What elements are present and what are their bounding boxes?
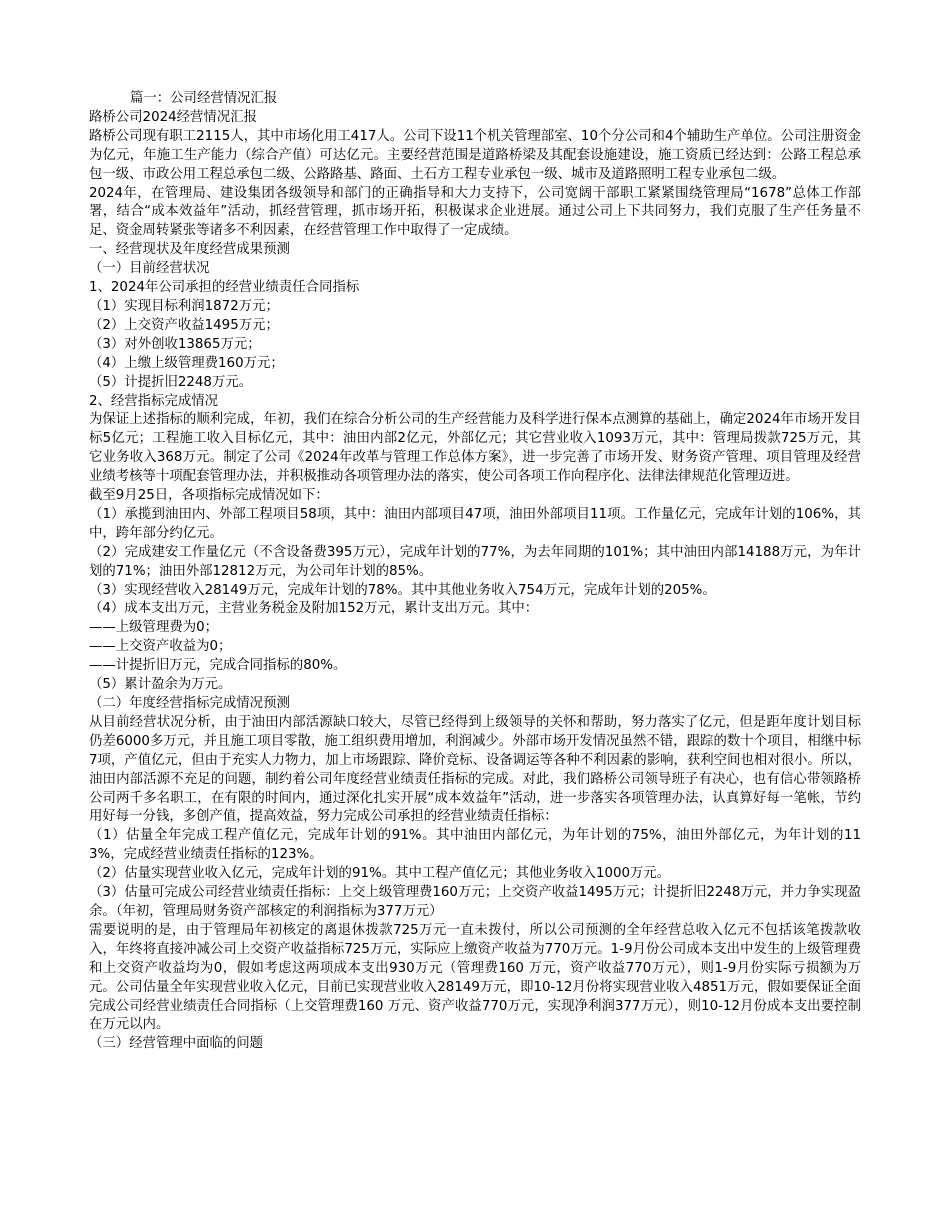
list-item: （3）实现经营收入28149万元，完成年计划的78%。其中其他业务收入754万元，完成年计划的205%。 [89, 582, 716, 598]
subsection-heading-3: （三）经营管理中面临的问题 [89, 1036, 264, 1052]
paragraph-targets: 为保证上述指标的顺利完成，年初，我们在综合分析公司的生产经营能力及科学进行保本点测算的基础上，确定2024年市场开发目标5亿元；工程施工收入目标亿元，其中：油田内部2亿元，外部亿元；其它营业收入1093万元，其中：管理局拨款725万元，其它业务收入368万元。制定了公司《2024年改革与管理工作总体方案》，进一步完善了市场开发、财务资产管理、项目管理及经营业绩考核等十项配套管理办法，并积极推动各项管理办法的落实，使公司各项工作向程序化、法律法律规范化管理迈进。 [89, 412, 861, 485]
list-item: （1）承揽到油田内、外部工程项目58项，其中：油田内部项目47项，油田外部项目11项。工作量亿元，完成年计划的106%，其中，跨年部分约亿元。 [89, 506, 861, 541]
list-item: （2）估量实现营业收入亿元，完成年计划的91%。其中工程产值亿元；其他业务收入1000万元。 [89, 866, 671, 882]
list-item: （3）估量可完成公司经营业绩责任指标：上交上级管理费160万元；上交资产收益1495万元；计提折旧2248万元，并力争实现盈余。（年初，管理局财务资产部核定的利润指标为377万元） [89, 885, 861, 919]
list-item: （4）上缴上级管理费160万元； [89, 355, 284, 371]
paragraph-analysis: 从目前经营状况分析，由于油田内部活源缺口较大，尽管已经得到上级领导的关怀和帮助，努力落实了亿元，但是距年度计划目标仍差6000多万元，并且施工项目零散，施工组织费用增加，利润减少。外部市场开发情况虽然不错，跟踪的数十个项目，相继中标7项，产值亿元，但由于充实人力物力，加上市场跟踪、降价竞标、设备调运等各种不利因素的影响，获利空间也相对很小。所以，油田内部活源不充足的问题，制约着公司年度经营业绩责任指标的完成。对此，我们路桥公司领导班子有决心，也有信心带领路桥公司两千多名职工，在有限的时间内，通过深化扎实开展“成本效益年”活动，进一步落实各项管理办法，认真算好每一笔帐，节约用好每一分钱，多创产值，提高效益，努力完成公司承担的经营业绩责任指标： [89, 714, 861, 825]
dash-item: ——上级管理费为0； [89, 620, 219, 636]
dash-item: ——上交资产收益为0； [89, 639, 232, 655]
paragraph-company-overview: 路桥公司现有职工2115人，其中市场化用工417人。公司下设11个机关管理部室、10个分公司和4个辅助生产单位。公司注册资金为亿元，年施工生产能力（综合产值）可达亿元。主要经营范围是道路桥梁及其配套设施建设，施工资质已经达到：公路工程总承包一级、市政公用工程总承包二级、公路路基、路面、土石方工程专业承包一级、城市及道路照明工程专业承包二级。 [89, 128, 861, 182]
list-item: （2）完成建安工作量亿元（不含设备费395万元），完成年计划的77%，为去年同期的101%；其中油田内部14188万元，为年计划的71%；油田外部12812万元，为公司年计划的85%。 [89, 544, 861, 579]
item-heading-completion: 2、经营指标完成情况 [89, 393, 219, 409]
list-item: （1）估量全年完成工程产值亿元，完成年计划的91%。其中油田内部亿元，为年计划的75%，油田外部亿元，为年计划的113%，完成经营业绩责任指标的123%。 [89, 828, 861, 863]
list-item: （2）上交资产收益1495万元； [89, 317, 279, 333]
item-heading-contract-indicators: 1、2024年公司承担的经营业绩责任合同指标 [89, 280, 360, 296]
subsection-heading-1: （一）目前经营状况 [89, 261, 210, 277]
dash-item: ——计提折旧万元，完成合同指标的80%。 [89, 658, 347, 674]
list-item: （5）计提折旧2248万元。 [89, 374, 253, 390]
list-item: （4）成本支出万元，主营业务税金及附加152万元，累计支出万元。其中： [89, 601, 539, 617]
list-item: （1）实现目标利润1872万元； [89, 298, 279, 314]
list-item: （5）累计盈余为万元。 [89, 677, 232, 693]
article-heading: 篇一：公司经营情况汇报 [130, 91, 278, 106]
subsection-heading-2: （二）年度经营指标完成情况预测 [89, 696, 290, 711]
paragraph-as-of-date: 截至9月25日，各项指标完成情况如下： [89, 488, 329, 504]
paragraph-explanation: 需要说明的是，由于管理局年初核定的离退休拨款725万元一直未拨付，所以公司预测的全年经营总收入亿元不包括该笔拨款收入，年终将直接冲减公司上交资产收益指标725万元，实际应上缴资产收益为770万元。1-9月份公司成本支出中发生的上级管理费和上交资产收益均为0，假如考虑这两项成本支出930万元（管理费160 万元，资产收益770万元），则1-9月份实际亏损额为万元。公司估量全年实现营业收入亿元，目前已实现营业收入28149万元，即10-12月份将实现营业收入4851万元，假如要保证全面完成公司经营业绩责任合同指标（上交管理费160 万元、资产收益770万元，实现净利润377万元），则10-12月份成本支出要控制在万元以内。 [89, 922, 861, 1033]
report-title: 路桥公司2024经营情况汇报 [89, 109, 257, 125]
section-heading-1: 一、经营现状及年度经营成果预测 [89, 242, 290, 258]
paragraph-annual-summary: 2024年，在管理局、建设集团各级领导和部门的正确指导和大力支持下，公司宽阔干部职工紧紧围绕管理局“1678”总体工作部署，结合“成本效益年”活动，抓经营管理，抓市场开拓，积极谋求企业进展。通过公司上下共同努力，我们克服了生产任务量不足、资金周转紧张等诸多不利因素，在经营管理工作中取得了一定成绩。 [89, 185, 861, 239]
document-body [89, 90, 861, 1054]
list-item: （3）对外创收13865万元； [89, 336, 261, 352]
